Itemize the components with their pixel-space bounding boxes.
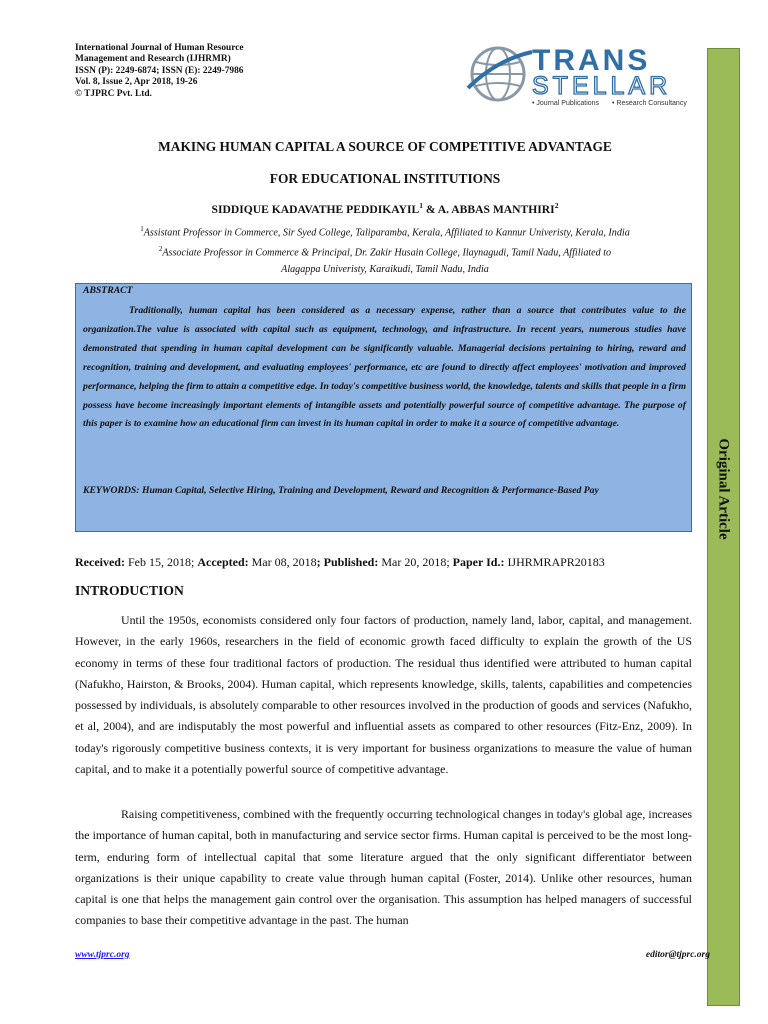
author-2: & A. ABBAS MANTHIRI	[422, 202, 555, 216]
received-date: Feb 15, 2018;	[124, 555, 198, 569]
paper-id: IJHRMRAPR20183	[504, 555, 605, 569]
logo-word-stellar: STELLAR	[532, 72, 672, 100]
logo-tag-publications: • Journal Publications	[532, 100, 600, 107]
abstract-label: ABSTRACT	[83, 285, 133, 296]
globe-icon	[468, 48, 532, 100]
logo-word-trans: TRANS	[532, 44, 651, 77]
paragraph-text: Until the 1950s, economists considered only four factors of production, namely land, labor, capital, and management. However, in the early 1960s, researchers in the field of economic growth faced difficulty to explain the growth of the US economy in terms of these four traditional factors of production. The residual thus identified were attributed to human capital (Nafukho, Hairston, & Brooks, 2004). Human capital, which represents knowledge, skills, talents, capabilities and competencies possessed by individuals, is absolutely comparable to other resources involved in the production of goods and services (Nafukho, et al, 2004), and are indisputably the most powerful and influential assets as compared to other resources (Fitz-Enz, 2009). In today's rigorously competitive business contexts, it is very important for business organizations to measure the value of human capital, and to make it a potentially powerful source of competitive advantage.	[75, 613, 692, 777]
section-heading: INTRODUCTION	[75, 583, 184, 598]
affiliation-2-text: Associate Professor in Commerce & Principal, Dr. Zakir Husain College, Ilaynagudi, Tamil Nadu, Affiliated to	[162, 247, 612, 259]
body-paragraph-2	[75, 804, 692, 932]
affiliation-1-sup: 1	[140, 225, 144, 233]
published-date: Mar 20, 2018;	[378, 555, 453, 569]
journal-info	[75, 43, 375, 100]
affiliation-2-line2: Alagappa Univeristy, Karaikudi, Tamil Nadu, India	[281, 264, 489, 275]
logo-tag-consultancy: • Research Consultancy	[612, 100, 687, 107]
article-dates	[75, 555, 715, 570]
abstract-text	[83, 302, 686, 434]
accepted-label: Accepted:	[197, 555, 249, 569]
authors	[75, 201, 695, 216]
journal-name-line2: Management and Research (IJHRMR)	[75, 54, 231, 65]
journal-name-line1: International Journal of Human Resource	[75, 43, 244, 53]
footer-website-link[interactable]: www.tjprc.org	[75, 950, 130, 960]
paper-title-line2: FOR EDUCATIONAL INSTITUTIONS	[269, 171, 501, 186]
author-1: SIDDIQUE KADAVATHE PEDDIKAYIL	[211, 202, 420, 216]
paragraph-text: Raising competitiveness, combined with the frequently occurring technological changes in today's global age, increases the importance of human capital, both in manufacturing and service sector firms. Human capital is perceived to be the most long-term, enduring form of intellectual capital that some literature argued that the only significant differentiator between organizations is their unique capability to create value through human capital (Foster, 2014). Unlike other resources, human capital is one that helps the management gain control over the organisation. This assumption has helped managers of successful companies to base their competitive advantage in the past. The human	[75, 807, 692, 928]
author-1-sup: 1	[419, 201, 423, 210]
transstellar-logo	[466, 42, 698, 108]
affiliation-2-sup: 2	[158, 245, 163, 253]
journal-copyright: © TJPRC Pvt. Ltd.	[75, 88, 152, 99]
abstract-box	[75, 283, 692, 532]
author-2-sup: 2	[554, 201, 559, 210]
footer-email: editor@tjprc.org	[645, 950, 710, 960]
received-label: Received:	[75, 555, 125, 569]
journal-issn: ISSN (P): 2249-6874; ISSN (E): 2249-7986	[75, 65, 244, 76]
article-type-label: Original Article	[715, 438, 732, 540]
published-label: ; Published:	[316, 555, 379, 569]
accepted-date: Mar 08, 2018	[248, 555, 317, 569]
journal-volume: Vol. 8, Issue 2, Apr 2018, 19-26	[75, 77, 198, 88]
body-paragraph-1	[75, 610, 692, 780]
paper-title-line1: MAKING HUMAN CAPITAL A SOURCE OF COMPETITIVE ADVANTAGE	[158, 139, 612, 154]
affiliation-1-text: Assistant Professor in Commerce, Sir Syed College, Taliparamba, Kerala, Affiliated to Kannur Univeristy, Kerala, India	[143, 227, 630, 239]
paper-id-label: Paper Id.:	[452, 555, 505, 569]
keywords: KEYWORDS: Human Capital, Selective Hiring, Training and Development, Reward and Recognition & Performance-Based Pay	[83, 485, 599, 496]
abstract-paragraph: Traditionally, human capital has been considered as a necessary expense, rather than a source that contributes value to the organization.The value is associated with capital such as equipment, technology, and infrastructure. In recent years, numerous studies have demonstrated that spending in human capital development can be significantly valuable. Managerial decisions pertaining to hiring, reward and recognition, training and development, and evaluating employees' performance, etc are found to directly affect employees' motivation and improved performance, helping the firm to attain a competitive edge. In today's competitive business world, the knowledge, talents and skills that people in a firm possess have become increasingly important elements of intangible assets and potentially powerful source of competitive advantage. The purpose of this paper is to examine how an educational firm can invest in its human capital in order to make it a source of competitive advantage.	[83, 305, 686, 430]
